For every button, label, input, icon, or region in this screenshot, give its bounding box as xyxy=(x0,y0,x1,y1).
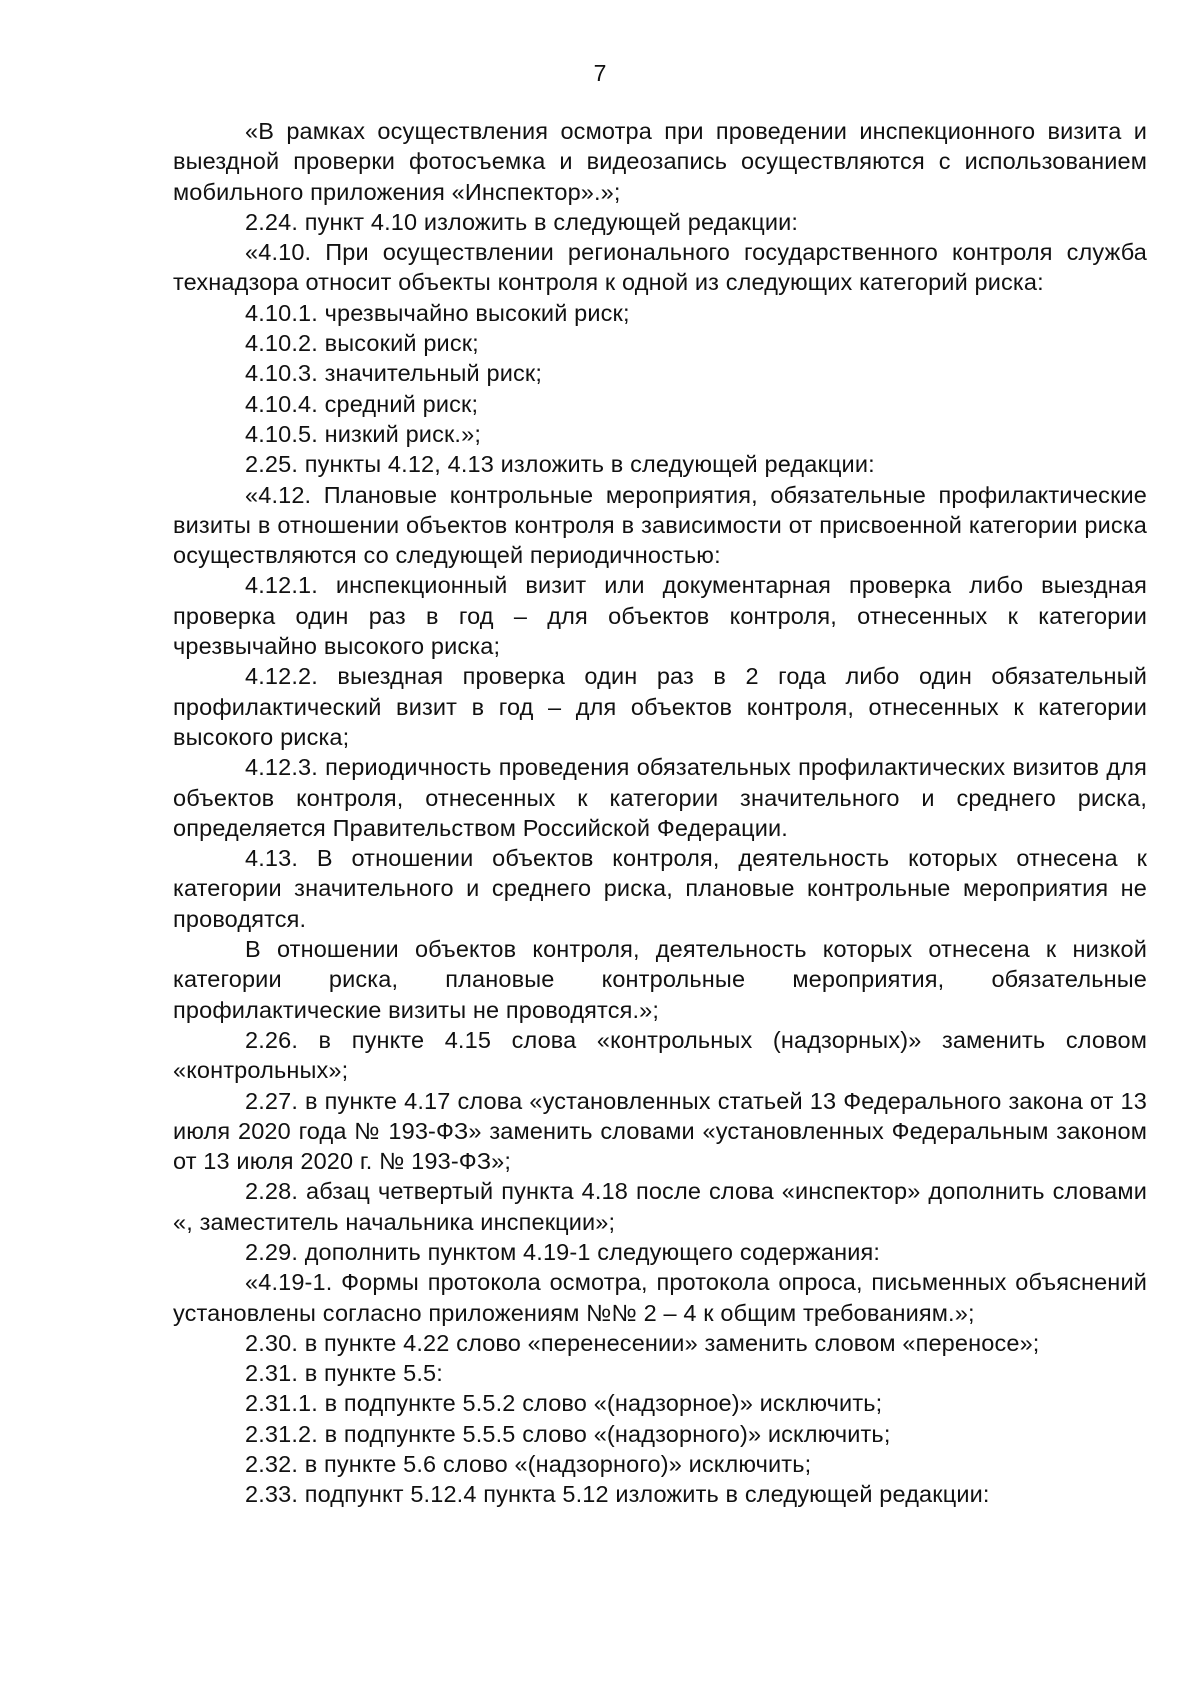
paragraph: 2.29. дополнить пунктом 4.19-1 следующего содержания: xyxy=(245,1238,881,1265)
paragraph: 2.32. в пункте 5.6 слово «(надзорного)» исключить; xyxy=(245,1451,812,1478)
paragraph: 2.30. в пункте 4.22 слово «перенесении» заменить словом «переносе»; xyxy=(245,1329,1040,1356)
page-number: 7 xyxy=(593,60,607,86)
paragraph: 4.10.3. значительный риск; xyxy=(245,360,542,387)
paragraph: 2.31.2. в подпункте 5.5.5 слово «(надзорного)» исключить; xyxy=(245,1420,891,1447)
paragraph: «4.10. При осуществлении регионального государственного контроля служба технадзора относит объекты контроля к одной из следующих категорий риска: xyxy=(173,239,1147,296)
paragraph: 4.10.5. низкий риск.»; xyxy=(245,420,481,447)
paragraph: 4.12.2. выездная проверка один раз в 2 года либо один обязательный профилактический визит в год – для объектов контроля, отнесенных к категории высокого риска; xyxy=(173,663,1147,750)
paragraph: 2.27. в пункте 4.17 слова «установленных статьей 13 Федерального закона от 13 июля 2020 года № 193-ФЗ» заменить словами «установленных Федеральным законом от 13 июля 2020 г. № 193-ФЗ»; xyxy=(173,1087,1147,1175)
paragraph: «4.19-1. Формы протокола осмотра, протокола опроса, письменных объяснений установлены согласно приложениям №№ 2 – 4 к общим требованиям.»; xyxy=(173,1269,1147,1326)
document-body xyxy=(173,116,1147,1510)
paragraph: 4.12.1. инспекционный визит или документарная проверка либо выездная проверка один раз в год – для объектов контроля, отнесенных к категории чрезвычайно высокого риска; xyxy=(173,572,1147,660)
paragraph: 2.33. подпункт 5.12.4 пункта 5.12 изложить в следующей редакции: xyxy=(245,1481,990,1508)
paragraph: 4.13. В отношении объектов контроля, деятельность которых отнесена к категории значительного и среднего риска, плановые контрольные мероприятия не проводятся. xyxy=(173,845,1147,932)
paragraph: 2.31. в пункте 5.5: xyxy=(245,1360,443,1387)
paragraph: «В рамках осуществления осмотра при проведении инспекционного визита и выездной проверки фотосъемка и видеозапись осуществляются с использованием мобильного приложения «Инспектор».»; xyxy=(173,118,1147,205)
paragraph: 2.31.1. в подпункте 5.5.2 слово «(надзорное)» исключить; xyxy=(245,1390,883,1417)
paragraph: 4.10.4. средний риск; xyxy=(245,390,479,417)
paragraph: В отношении объектов контроля, деятельность которых отнесена к низкой категории риска, плановые контрольные мероприятия, обязательные профилактические визиты не проводятся.»; xyxy=(173,936,1147,1023)
paragraph: «4.12. Плановые контрольные мероприятия, обязательные профилактические визиты в отношении объектов контроля в зависимости от присвоенной категории риска осуществляются со следующей периодичностью: xyxy=(173,481,1147,569)
paragraph: 2.26. в пункте 4.15 слова «контрольных (надзорных)» заменить словом «контрольных»; xyxy=(173,1026,1147,1084)
paragraph: 2.25. пункты 4.12, 4.13 изложить в следующей редакции: xyxy=(245,451,875,478)
paragraph: 4.12.3. периодичность проведения обязательных профилактических визитов для объектов контроля, отнесенных к категории значительного и среднего риска, определяется Правительством Российской Федерации. xyxy=(173,754,1147,841)
paragraph: 4.10.2. высокий риск; xyxy=(245,330,479,357)
paragraph: 4.10.1. чрезвычайно высокий риск; xyxy=(245,299,630,326)
paragraph: 2.24. пункт 4.10 изложить в следующей редакции: xyxy=(245,208,799,235)
paragraph: 2.28. абзац четвертый пункта 4.18 после слова «инспектор» дополнить словами «, заместитель начальника инспекции»; xyxy=(173,1178,1147,1235)
